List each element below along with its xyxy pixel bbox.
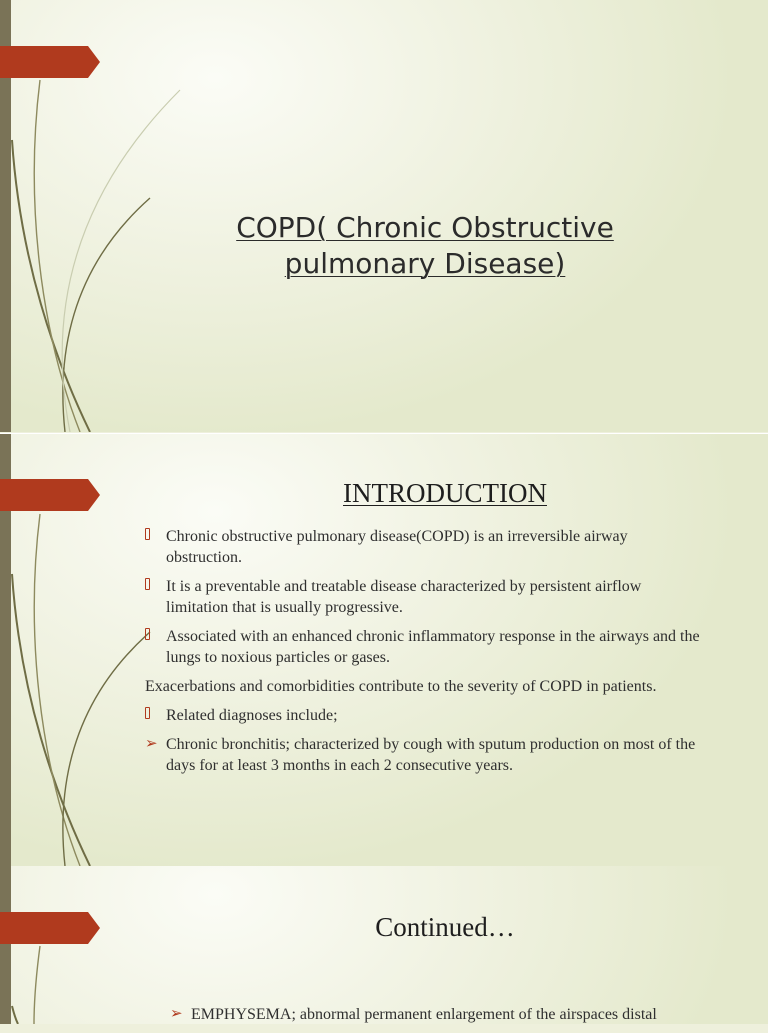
slide-3: [0, 866, 768, 1024]
box-bullet-icon: [145, 628, 150, 640]
arrow-bullet-icon: ➢: [170, 1006, 183, 1022]
list-item: [145, 734, 705, 776]
decorative-swirl-lines: [0, 866, 200, 1024]
bullet-list: [170, 1004, 730, 1033]
list-item-text: Exacerbations and comorbidities contribute to the severity of COPD in patients.: [145, 678, 657, 695]
list-item-text: Related diagnoses include;: [166, 707, 338, 724]
list-item-text: Associated with an enhanced chronic inflammatory response in the airways and the lungs to noxious particles or gases.: [166, 628, 700, 666]
decorative-swirl-lines: [0, 0, 200, 432]
list-item-text: EMPHYSEMA; abnormal permanent enlargement of the airspaces distal: [191, 1006, 657, 1023]
list-item: [145, 526, 705, 568]
slide-title: Continued…: [375, 912, 515, 942]
list-item-text: Chronic bronchitis; characterized by cough with sputum production on most of the days for at least 3 months in each 2 consecutive years.: [166, 736, 696, 774]
list-item-text: It is a preventable and treatable disease characterized by persistent airflow limitation that is usually progressive.: [166, 578, 642, 616]
list-item: [145, 676, 705, 697]
list-item: [145, 705, 705, 726]
box-bullet-icon: [145, 578, 150, 590]
box-bullet-icon: [145, 528, 150, 540]
list-item: [145, 626, 705, 668]
box-bullet-icon: [145, 707, 150, 719]
list-item: [145, 576, 705, 618]
slide-title: COPD( Chronic Obstructive pulmonary Disease): [236, 211, 614, 280]
list-item: [170, 1004, 730, 1025]
slide-title: INTRODUCTION: [343, 478, 547, 508]
slide-1: [0, 0, 768, 432]
bullet-list: [145, 526, 705, 784]
list-item-text: Chronic obstructive pulmonary disease(COPD) is an irreversible airway obstruction.: [166, 528, 628, 566]
arrow-bullet-icon: ➢: [145, 736, 158, 752]
